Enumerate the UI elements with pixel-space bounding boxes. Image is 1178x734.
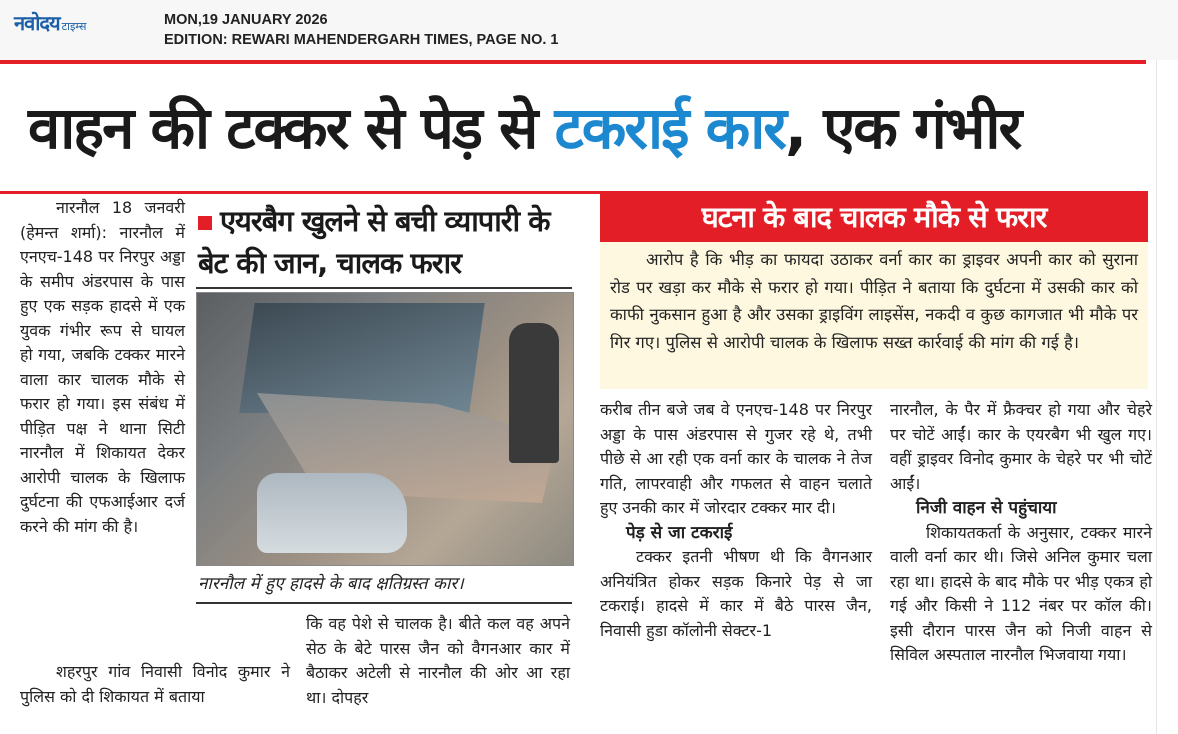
masthead-bar (0, 0, 1178, 60)
column-3 (600, 398, 872, 643)
middle-paragraph: कि वह पेशे से चालक है। बीते कल वह अपने सेठ के बेटे पारस जैन को वैगनआर कार में बैठाकर अटेली से नारनौल की ओर आ रहा था। दोपहर (306, 614, 570, 707)
caption-rule (196, 602, 572, 604)
column-4 (890, 398, 1152, 668)
bystander-figure (509, 323, 559, 463)
left-column (20, 196, 185, 539)
main-headline (28, 88, 1020, 168)
accident-photo (196, 292, 574, 566)
left-paragraph-2: शहरपुर गांव निवासी विनोद कुमार ने पुलिस को दी शिकायत में बताया (20, 662, 290, 706)
subheadline-text: एयरबैग खुलने से बची व्यापारी के बेट की जान, चालक फरार (198, 204, 550, 280)
left-paragraph-1: नारनौल 18 जनवरी (हेमन्त शर्मा): नारनौल में एनएच-148 पर निरपुर अड्डा के समीप अंडरपास के पास हुए एक सड़क हादसे में एक युवक गंभीर रूप से घायल हो गया, जबकि टक्कर मारने वाला कार चालक मौके से फरार हो गया। इस संबंध में पीड़ित पक्ष ने थाना सिटी नारनौल में शिकायत देकर आरोपी चालक के खिलाफ दुर्घटना की एफआईआर दर्ज करने की मांग की है। (20, 198, 185, 536)
car-headlamp (257, 473, 407, 553)
logo-sub-text: टाइम्स (61, 20, 87, 33)
headline-part-1: वाहन की टक्कर से पेड़ से (28, 94, 555, 162)
col4-subhead: निजी वाहन से पहुंचाया (916, 498, 1057, 518)
col4-paragraph-1: नारनौल, के पैर में फ्रैक्चर हो गया और चेहरे पर चोटें आईं। कार के एयरबैग भी खुल गए। वहीं ड्राइवर विनोद कुमार के चेहरे पर भी चोटें आईं। (890, 400, 1152, 493)
left-column-bottom (20, 660, 290, 709)
edition-label: EDITION: REWARI MAHENDERGARH TIMES, PAGE NO. 1 (164, 32, 559, 48)
page-edge-rule (1156, 60, 1157, 734)
subheadline (198, 200, 578, 284)
col3-paragraph-1: करीब तीन बजे जब वे एनएच-148 पर निरपुर अड्डा के पास अंडरपास से गुजर रहे थे, तभी पीछे से आ रही एक वर्ना कार के चालक ने तेज गति, लापरवाही और गफलत से वाहन चलाते हुए उनकी कार में जोरदार टक्कर मार दी। (600, 400, 872, 517)
issue-date: MON,19 JANUARY 2026 (164, 12, 328, 28)
highlight-box (600, 192, 1148, 389)
logo-main-text: नवोदय (14, 11, 60, 35)
middle-column (306, 612, 570, 710)
highlight-box-body: आरोप है कि भीड़ का फायदा उठाकर वर्ना कार का ड्राइवर अपनी कार को सुराना रोड पर खड़ा कर मौके से फरार हो गया। पीड़ित ने बताया कि दुर्घटना में उसकी कार को काफी नुकसान हुआ है और उसका ड्राइविंग लाइसेंस, नकदी व कुछ कागजात भी मौके पर गिर गए। पुलिस से आरोपी चालक के खिलाफ सख्त कार्रवाई की मांग की गई है। (600, 242, 1148, 389)
red-square-bullet-icon (198, 216, 212, 230)
headline-part-3: , एक गंभीर (784, 94, 1021, 162)
masthead-divider (0, 60, 1146, 64)
highlight-box-title: घटना के बाद चालक मौके से फरार (600, 192, 1148, 242)
headline-highlight: टकराई कार (554, 94, 785, 162)
col3-paragraph-2: टक्कर इतनी भीषण थी कि वैगनआर अनियंत्रित होकर सड़क किनारे पेड़ से जा टकराई। हादसे में कार में बैठे पारस जैन, निवासी हुडा कॉलोनी सेक्टर-1 (600, 547, 872, 640)
photo-top-rule (196, 287, 572, 289)
edition-info (164, 10, 558, 50)
col3-subhead: पेड़ से जा टकराई (626, 522, 733, 543)
photo-caption: नारनौल में हुए हादसे के बाद क्षतिग्रस्त कार। (198, 574, 464, 594)
newspaper-logo[interactable] (14, 9, 86, 36)
col4-paragraph-2: शिकायतकर्ता के अनुसार, टक्कर मारने वाली वर्ना कार थी। जिसे अनिल कुमार चला रहा था। हादसे के बाद मौके पर भीड़ एकत्र हो गई और किसी ने 112 नंबर पर कॉल की। इसी दौरान पारस जैन को निजी वाहन से सिविल अस्पताल नारनौल भिजवाया गया। (890, 522, 1152, 664)
